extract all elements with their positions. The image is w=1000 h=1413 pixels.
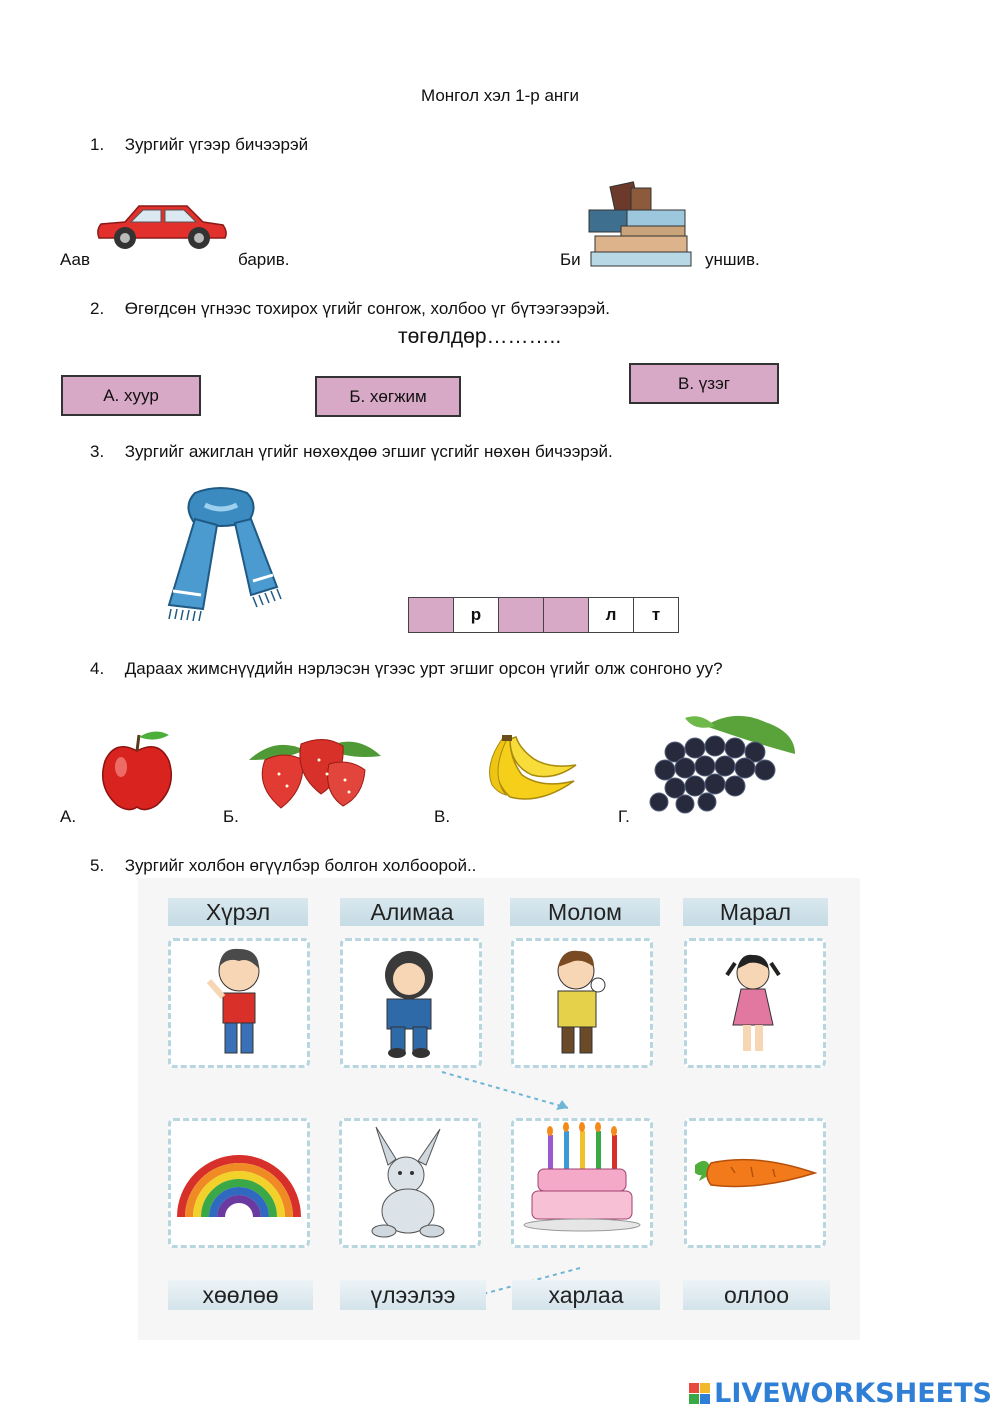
question-text: Зургийг холбон өгүүлбэр болгон холбоорой.. [124, 856, 477, 875]
question-text: Зургийг ажиглан үгийг нөхөхдөө эгшиг үсгийг нөхөн бичээрэй. [124, 442, 613, 461]
word-hoolloo[interactable]: хөөлөө [168, 1280, 313, 1310]
fruit-label-b: Б. [223, 807, 239, 826]
child-hurel-card[interactable] [168, 938, 310, 1068]
carrot-card[interactable] [684, 1118, 826, 1248]
q1-left-prefix: Аав [60, 250, 91, 269]
child-molom-card[interactable] [511, 938, 653, 1068]
question-4 [90, 659, 723, 679]
name-molom: Молом [510, 898, 660, 926]
child-maral-card[interactable] [684, 938, 826, 1068]
letter-cell-input[interactable] [499, 598, 544, 632]
option-a-button[interactable]: А. хуур [61, 375, 201, 416]
question-text: Дараах жимснүүдийн нэрлэсэн үгээс урт эгшиг орсон үгийг олж сонгоно уу? [124, 659, 723, 678]
liveworksheets-logo [689, 1378, 992, 1409]
name-maral: Марал [683, 898, 828, 926]
name-alimaa: Алимаа [340, 898, 484, 926]
books-image [585, 180, 695, 270]
cake-card[interactable] [511, 1118, 653, 1248]
word-cells [408, 597, 679, 633]
letter-cell: т [651, 605, 661, 624]
word-olloo[interactable]: оллоо [683, 1280, 830, 1310]
option-c-button[interactable]: В. үзэг [629, 363, 779, 404]
fruit-label-a: А. [60, 807, 77, 826]
connect-arrow-1 [438, 1068, 578, 1118]
girl-icon [687, 941, 823, 1065]
question-1 [90, 135, 308, 155]
rainbow-card[interactable] [168, 1118, 310, 1248]
banana-image[interactable] [480, 735, 580, 805]
option-b-button[interactable]: Б. хөгжим [315, 376, 461, 417]
question-number: 2. [90, 299, 105, 318]
strawberry-image[interactable] [245, 730, 385, 810]
word-harlaa[interactable]: харлаа [512, 1280, 660, 1310]
scarf-image [155, 485, 285, 635]
question-number: 5. [90, 856, 105, 875]
question-3 [90, 442, 613, 462]
question-number: 3. [90, 442, 105, 461]
apple-image[interactable] [95, 725, 180, 815]
letter-cell: р [454, 598, 499, 632]
matching-panel [138, 878, 860, 1340]
page-title: Монгол хэл 1-р анги [420, 86, 580, 105]
word-uleelee[interactable]: үлээлээ [340, 1280, 486, 1310]
q1-right-suffix: уншив. [705, 250, 760, 269]
q2-prompt: төгөлдөр……….. [398, 325, 562, 348]
fruit-label-c: В. [434, 807, 451, 826]
cake-icon [514, 1121, 650, 1245]
question-text: Зургийг үгээр бичээрэй [124, 135, 309, 154]
car-image [95, 200, 230, 252]
q1-right-prefix: Би [560, 250, 581, 269]
letter-cell-input[interactable] [409, 598, 454, 632]
rainbow-icon [171, 1121, 307, 1245]
carrot-icon [687, 1121, 823, 1245]
q1-left-suffix: барив. [238, 250, 290, 269]
grapes-image[interactable] [645, 712, 800, 817]
boy-icon [171, 941, 307, 1065]
boy-drinking-icon [514, 941, 650, 1065]
child-alimaa-card[interactable] [340, 938, 482, 1068]
girl-sitting-icon [343, 941, 479, 1065]
question-number: 4. [90, 659, 105, 678]
question-2 [90, 299, 610, 319]
rabbit-card[interactable] [339, 1118, 481, 1248]
brand-text: LIVEWORKSHEETS [714, 1378, 992, 1409]
question-5 [90, 856, 476, 876]
fruit-label-d: Г. [618, 807, 630, 826]
logo-icon [689, 1383, 710, 1404]
question-text: Өгөгдсөн үгнээс тохирох үгийг сонгож, холбоо үг бүтээгээрэй. [124, 299, 610, 318]
letter-cell-input[interactable] [544, 598, 589, 632]
question-number: 1. [90, 135, 105, 154]
name-hurel: Хүрэл [168, 898, 308, 926]
rabbit-icon [342, 1121, 478, 1245]
letter-cell: л [589, 598, 634, 632]
